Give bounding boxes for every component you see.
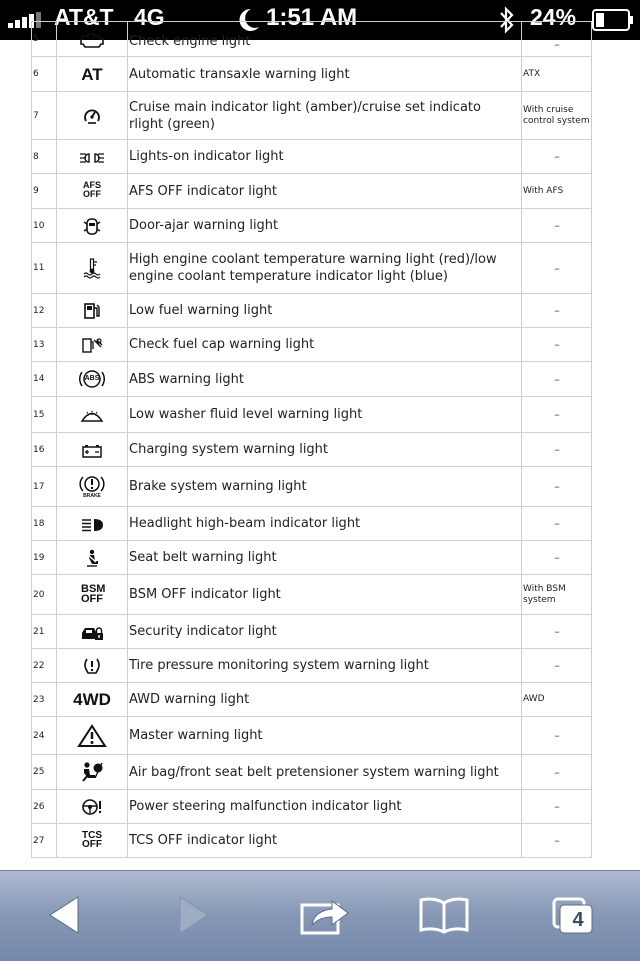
table-row	[32, 615, 592, 649]
forward-arrow-icon	[176, 895, 212, 935]
row-description: Low washer fluid level warning light	[128, 397, 522, 433]
row-note: –	[522, 328, 592, 362]
share-icon	[298, 895, 350, 935]
row-description: High engine coolant temperature warning light (red)/low engine coolant temperature indicator light (blue)	[128, 243, 522, 294]
row-note: –	[522, 755, 592, 790]
lights-on-icon	[79, 151, 105, 165]
row-note: –	[522, 649, 592, 683]
row-note: –	[522, 243, 592, 294]
bsm-off-icon: BSM OFF	[81, 582, 106, 605]
4wd-icon: 4WD	[73, 690, 111, 709]
table-row	[32, 507, 592, 541]
row-description: AFS OFF indicator light	[128, 174, 522, 209]
high-beam-icon	[80, 518, 104, 532]
row-description: Charging system warning light	[128, 433, 522, 467]
row-description: Power steering malfunction indicator light	[128, 790, 522, 824]
table-row	[32, 683, 592, 717]
fuel-cap-icon	[81, 336, 103, 354]
abs-icon	[79, 369, 105, 389]
table-row	[32, 541, 592, 575]
back-arrow-icon	[46, 895, 82, 935]
row-description: TCS OFF indicator light	[128, 824, 522, 858]
row-number: 19	[32, 541, 57, 575]
row-note: ATX	[522, 57, 592, 92]
table-row	[32, 467, 592, 507]
row-description: Brake system warning light	[128, 467, 522, 507]
table-row	[32, 22, 592, 57]
row-note: –	[522, 541, 592, 575]
row-description: Tire pressure monitoring system warning light	[128, 649, 522, 683]
tire-pressure-icon	[82, 657, 102, 675]
table-row	[32, 209, 592, 243]
security-icon	[80, 625, 104, 641]
table-row	[32, 140, 592, 174]
row-note: –	[522, 294, 592, 328]
row-note: With BSM system	[522, 575, 592, 615]
row-number: 26	[32, 790, 57, 824]
bookmarks-button[interactable]	[416, 889, 472, 941]
carrier-label: AT&T	[54, 4, 114, 30]
row-description: Door-ajar warning light	[128, 209, 522, 243]
row-note: –	[522, 824, 592, 858]
back-button[interactable]	[36, 889, 92, 941]
table-row	[32, 294, 592, 328]
airbag-icon	[80, 761, 104, 783]
table-row	[32, 824, 592, 858]
row-number: 17	[32, 467, 57, 507]
brake-icon-text: BRAKE	[83, 492, 101, 499]
row-number: 27	[32, 824, 57, 858]
row-note: With AFS	[522, 174, 592, 209]
row-description: Security indicator light	[128, 615, 522, 649]
forward-button[interactable]	[166, 889, 222, 941]
table-row	[32, 755, 592, 790]
clock: 1:51 AM	[266, 4, 358, 31]
row-note: –	[522, 362, 592, 397]
row-number: 9	[32, 174, 57, 209]
row-number: 10	[32, 209, 57, 243]
tcs-off-icon: TCS OFF	[82, 829, 102, 850]
row-note: With cruise control system	[522, 92, 592, 140]
at-icon: AT	[81, 64, 103, 84]
row-number: 6	[32, 57, 57, 92]
row-description: Lights-on indicator light	[128, 140, 522, 174]
tabs-count: 4	[572, 909, 584, 931]
row-description: Air bag/front seat belt pretensioner system warning light	[128, 755, 522, 790]
row-number: 11	[32, 243, 57, 294]
power-steering-icon	[81, 798, 103, 816]
row-number: 14	[32, 362, 57, 397]
row-note: –	[522, 209, 592, 243]
table-row	[32, 328, 592, 362]
row-number: 25	[32, 755, 57, 790]
row-note: –	[522, 397, 592, 433]
row-description: Check engine light	[128, 22, 522, 57]
row-note: –	[522, 467, 592, 507]
table-row	[32, 649, 592, 683]
row-note: –	[522, 717, 592, 755]
row-description: Check fuel cap warning light	[128, 328, 522, 362]
row-number: 12	[32, 294, 57, 328]
row-description: BSM OFF indicator light	[128, 575, 522, 615]
row-number: 7	[32, 92, 57, 140]
browser-toolbar	[0, 870, 640, 961]
row-note: –	[522, 22, 592, 57]
row-number: 16	[32, 433, 57, 467]
row-note: –	[522, 433, 592, 467]
table-row	[32, 717, 592, 755]
network-label: 4G	[134, 4, 165, 30]
row-description: Automatic transaxle warning light	[128, 57, 522, 92]
row-number: 24	[32, 717, 57, 755]
row-description: Cruise main indicator light (amber)/cruise set indicato rlight (green)	[128, 92, 522, 140]
row-number: 18	[32, 507, 57, 541]
row-note: –	[522, 140, 592, 174]
row-description: AWD warning light	[128, 683, 522, 717]
row-description: Low fuel warning light	[128, 294, 522, 328]
check-engine-icon	[79, 32, 105, 48]
row-description: Seat belt warning light	[128, 541, 522, 575]
table-row	[32, 575, 592, 615]
table-row	[32, 790, 592, 824]
coolant-temp-icon	[83, 258, 101, 278]
row-number: 5	[32, 22, 57, 57]
brake-icon	[79, 475, 105, 499]
washer-fluid-icon	[80, 406, 104, 424]
row-description: Headlight high-beam indicator light	[128, 507, 522, 541]
row-number: 21	[32, 615, 57, 649]
table-row	[32, 243, 592, 294]
share-button[interactable]	[296, 889, 352, 941]
row-number: 8	[32, 140, 57, 174]
row-number: 15	[32, 397, 57, 433]
cruise-icon	[82, 106, 102, 126]
table-row	[32, 362, 592, 397]
table-row	[32, 57, 592, 92]
warning-lights-table	[31, 21, 592, 858]
row-description: Master warning light	[128, 717, 522, 755]
page-content[interactable]	[0, 34, 640, 870]
tabs-button[interactable]	[544, 889, 600, 941]
row-note: –	[522, 790, 592, 824]
abs-icon-text: ABS	[84, 375, 100, 383]
row-note: –	[522, 615, 592, 649]
row-note: –	[522, 507, 592, 541]
row-number: 20	[32, 575, 57, 615]
battery-status-icon	[592, 9, 634, 31]
master-warning-icon	[78, 724, 106, 748]
table-row	[32, 92, 592, 140]
battery-icon	[82, 444, 102, 458]
row-note: AWD	[522, 683, 592, 717]
row-number: 22	[32, 649, 57, 683]
table-row	[32, 397, 592, 433]
row-description: ABS warning light	[128, 362, 522, 397]
door-ajar-icon	[84, 217, 100, 235]
afs-off-icon: AFS OFF	[83, 180, 101, 199]
bookmarks-icon	[418, 897, 470, 933]
low-fuel-icon	[83, 302, 101, 320]
row-number: 13	[32, 328, 57, 362]
battery-percent: 24%	[530, 4, 577, 30]
table-row	[32, 433, 592, 467]
seat-belt-icon	[84, 549, 100, 567]
row-number: 23	[32, 683, 57, 717]
table-row	[32, 174, 592, 209]
